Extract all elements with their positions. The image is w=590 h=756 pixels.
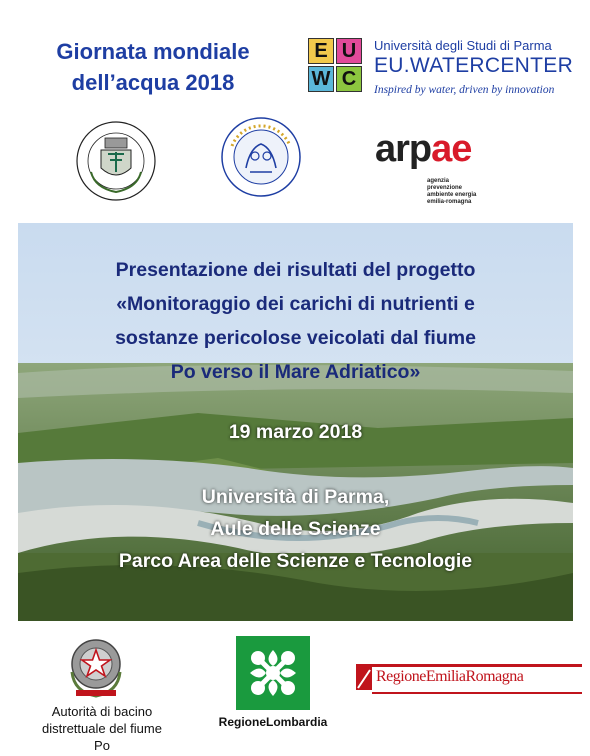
arpae-line3: ambiente energia (427, 192, 477, 198)
project-title-line2: «Monitoraggio dei carichi di nutrienti e (116, 293, 475, 315)
event-date: 19 marzo 2018 (228, 421, 363, 443)
venue-line3: Parco Area delle Scienze e Tecnologie (118, 550, 473, 572)
arpae-line2: prevenzione (427, 185, 463, 191)
arpae-line4: emilia-romagna (427, 199, 472, 205)
arpae-line1: agenzia (427, 178, 450, 184)
event-day-title-line2: dell’acqua 2018 (71, 70, 235, 95)
euwc-name: EU.WATERCENTER (374, 54, 574, 77)
autorita-bacino-label (38, 703, 166, 754)
university-parma-seal (220, 116, 302, 198)
arpae-subtitle (427, 178, 476, 206)
arpae-wordmark: arpae (375, 128, 472, 170)
river-po-photo-panel (18, 223, 573, 621)
euwc-cell-w: W (308, 66, 334, 92)
regione-emilia-romagna-label: RegioneEmiliaRomagna (376, 668, 524, 685)
event-venue (18, 481, 573, 577)
autorita-line2: distrettuale del fiume Po (42, 721, 162, 753)
university-ferrara-seal (75, 120, 157, 202)
regione-lombardia-logo (236, 636, 310, 710)
lombardia-rosa-camuna-icon (236, 636, 310, 710)
euwc-university: Università degli Studi di Parma (374, 38, 552, 53)
regione-lombardia-label: RegioneLombardia (218, 715, 328, 729)
event-day-title (18, 36, 288, 98)
euwc-cell-e: E (308, 38, 334, 64)
regione-emilia-romagna-logo (356, 662, 582, 696)
euwc-cell-u: U (336, 38, 362, 64)
autorita-line1: Autorità di bacino (51, 704, 153, 719)
project-title-line3: sostanze pericolose veicolati dal fiume (115, 327, 476, 349)
project-title-line1: Presentazione dei risultati del progetto (115, 259, 476, 281)
euwc-letter-grid (308, 38, 364, 94)
italian-republic-emblem (60, 630, 132, 702)
euwatercenter-logo (308, 38, 578, 108)
project-title (18, 253, 573, 389)
event-day-title-line1: Giornata mondiale (56, 39, 250, 64)
euwc-tagline: Inspired by water, driven by innovation (374, 84, 555, 96)
project-title-line4: Po verso il Mare Adriatico» (170, 361, 421, 383)
arpae-logo (375, 128, 515, 208)
venue-line2: Aule delle Scienze (210, 518, 381, 540)
venue-line1: Università di Parma, (201, 486, 390, 508)
euwc-cell-c: C (336, 66, 362, 92)
